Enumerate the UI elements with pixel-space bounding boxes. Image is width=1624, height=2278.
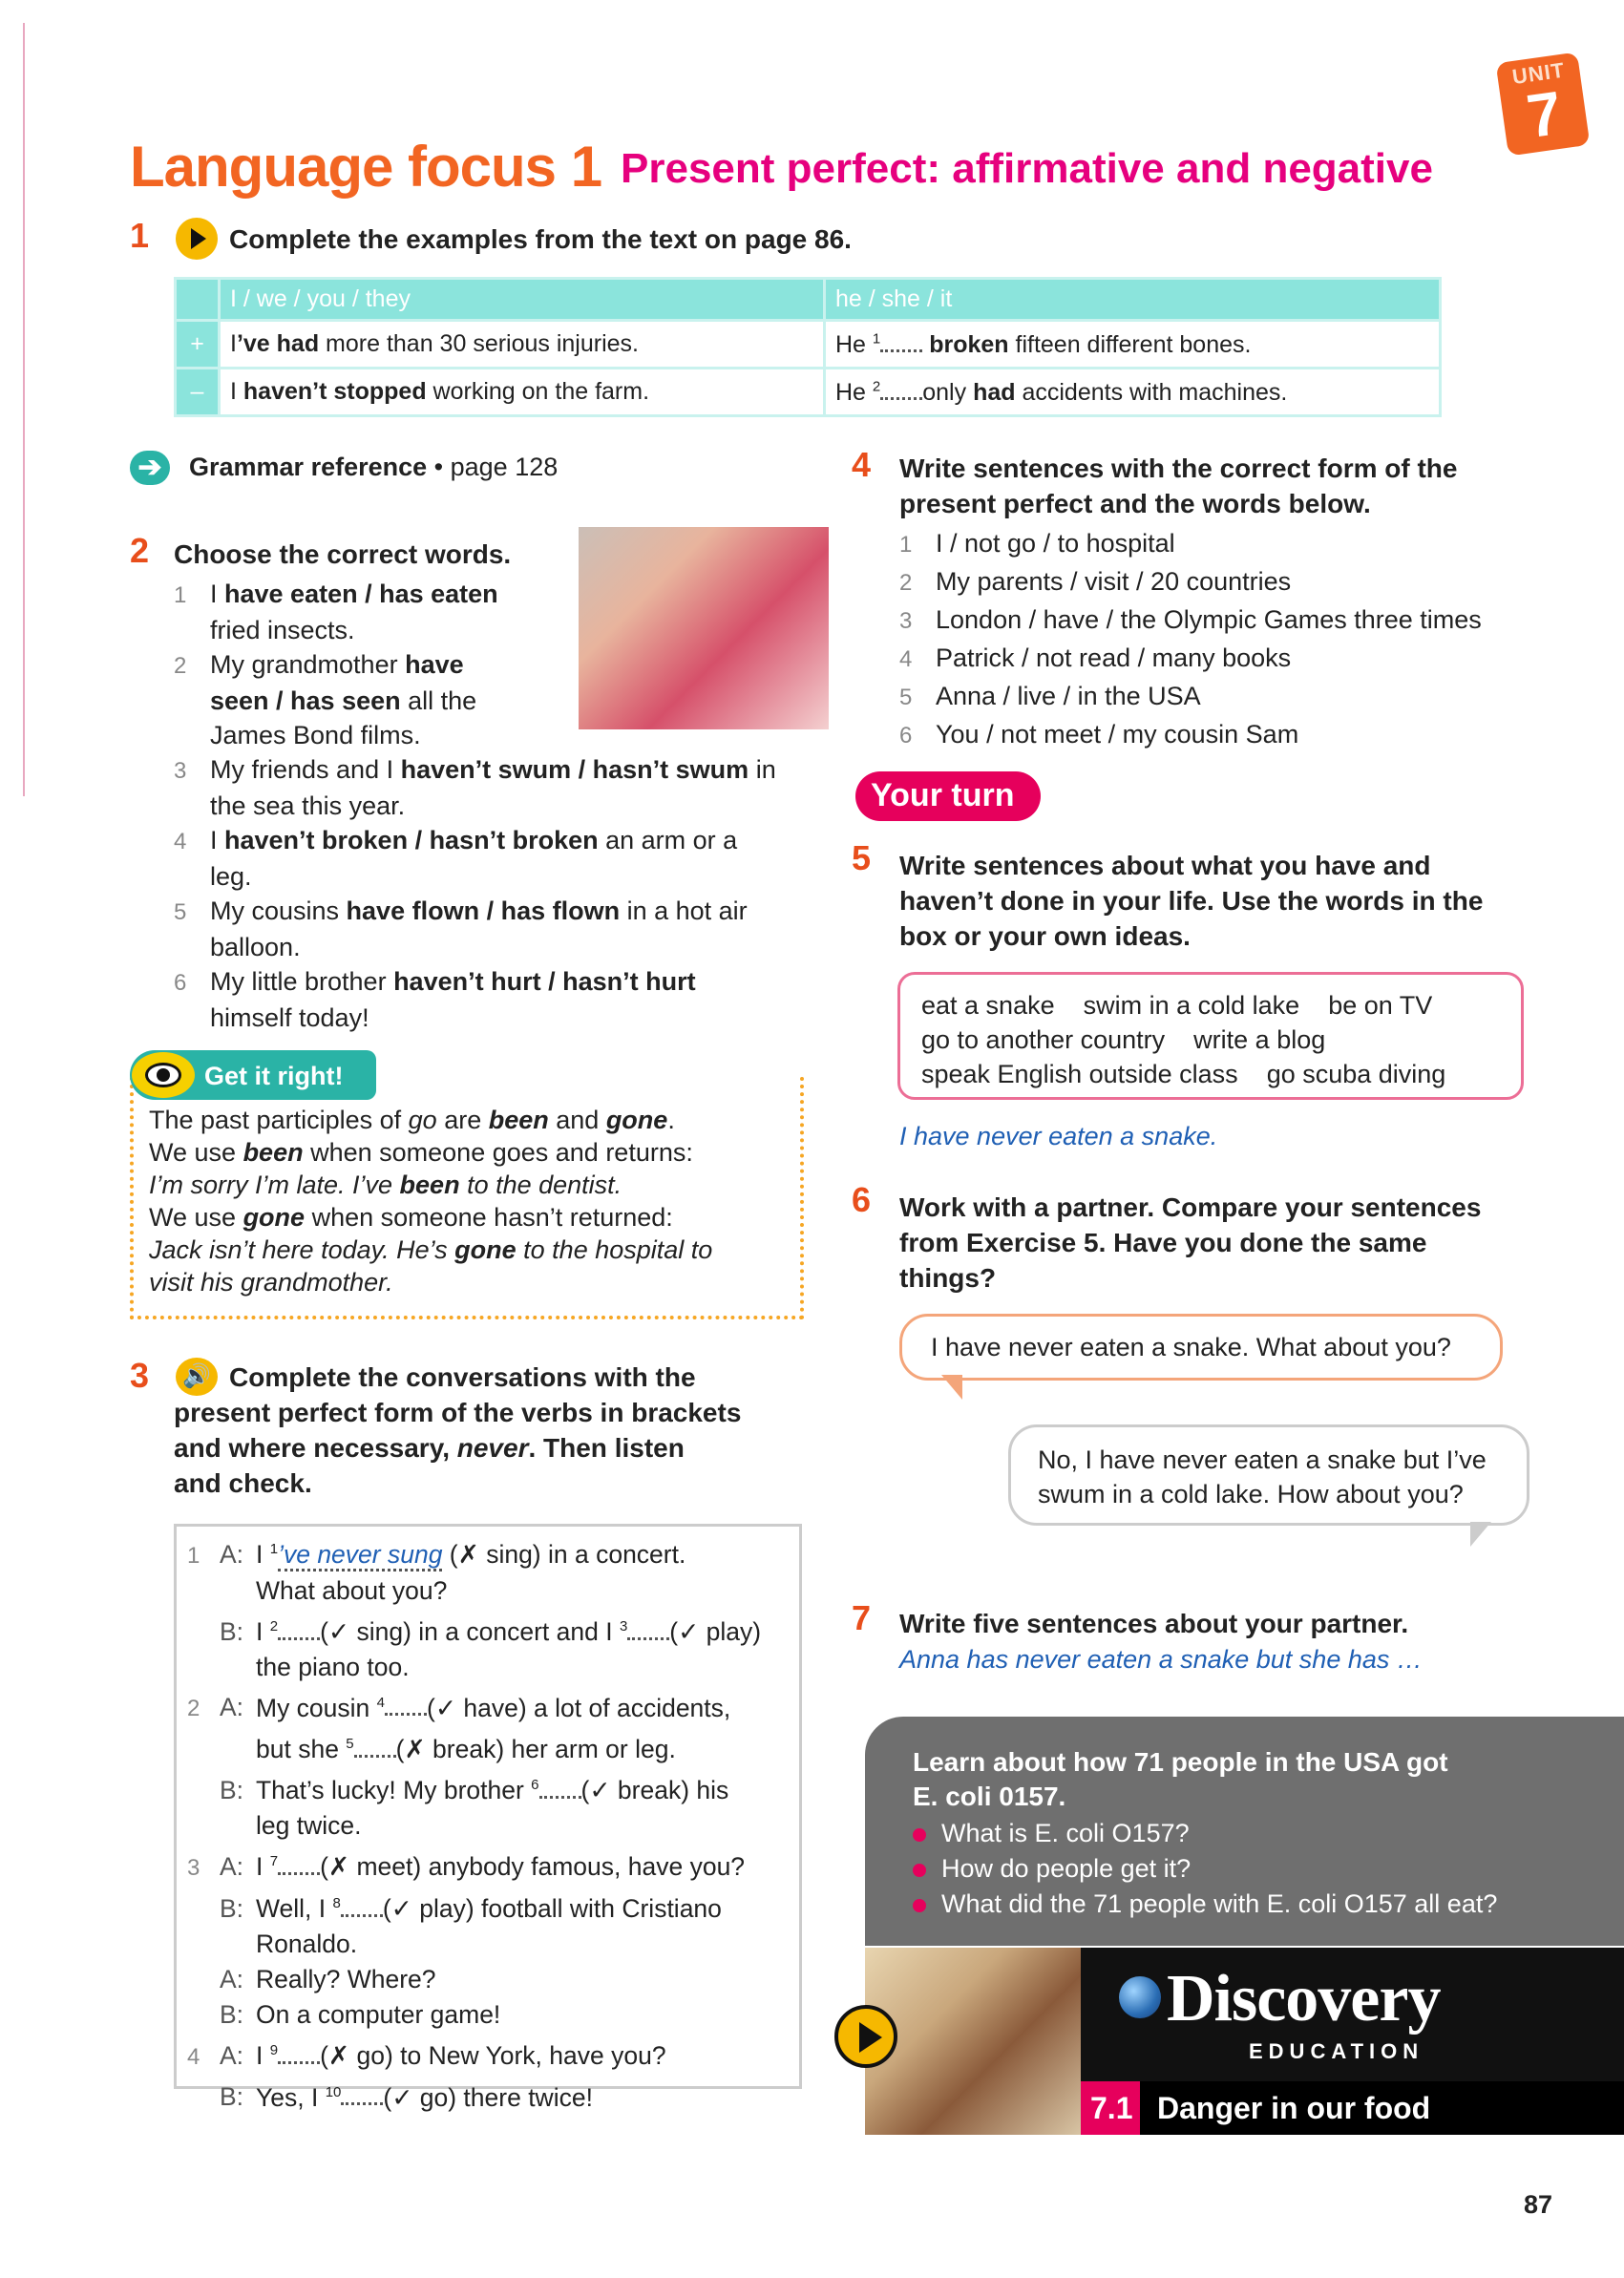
list-item: the sea this year. xyxy=(210,791,406,820)
eye-icon xyxy=(132,1052,195,1098)
ex6-instruction xyxy=(899,1190,1587,1296)
grammar-reference-link[interactable]: Grammar reference • page 128 xyxy=(189,453,559,481)
instruction-line: haven’t done in your life. Use the words in the xyxy=(899,886,1484,916)
instruction-line: and check. xyxy=(174,1468,312,1498)
conversation-line: 2 A: My cousin $^4$ (✓ have) a lot of accidents, xyxy=(187,1693,731,1722)
bubble-line: swum in a cold lake. How about you? xyxy=(1038,1480,1464,1508)
table-cell: He $^1$ broken fifteen different bones. xyxy=(825,321,1441,369)
play-icon[interactable] xyxy=(176,218,218,260)
bubble-line: No, I have never eaten a snake but I’ve xyxy=(1038,1445,1487,1474)
conversation-line: the piano too. xyxy=(256,1652,410,1681)
ex1-instruction: Complete the examples from the text on page 86. xyxy=(229,224,852,254)
bubble-tail-2 xyxy=(1470,1522,1491,1547)
instruction-line: Write sentences about what you have and xyxy=(899,851,1431,880)
ex1-number: 1 xyxy=(130,216,150,255)
answer-blank[interactable] xyxy=(539,1776,581,1799)
discovery-bullets xyxy=(913,1816,1497,1922)
instruction-line: present perfect and the words below. xyxy=(899,489,1371,518)
get-it-right-line: visit his grandmother. xyxy=(149,1268,393,1297)
page-number: 87 xyxy=(1524,2190,1553,2219)
ex7-number: 7 xyxy=(852,1598,872,1637)
conversation-line: 3 A: I $^7$ (✗ meet) anybody famous, have you? xyxy=(187,1851,746,1881)
list-item: 6 My little brother haven’t hurt / hasn’t hurt xyxy=(174,967,696,996)
conversation-line: B: That’s lucky! My brother $^6$ (✓ break) his xyxy=(220,1776,729,1805)
answer-blank[interactable] xyxy=(385,1693,427,1716)
conversation-line: B: I $^2$ (✓ sing) in a concert and I $^3$ (✓ play) xyxy=(220,1616,762,1646)
answer-blank[interactable] xyxy=(880,377,922,400)
heading-line: Learn about how 71 people in the USA got xyxy=(913,1747,1448,1777)
list-item: 2 My parents / visit / 20 countries xyxy=(899,567,1292,596)
discovery-heading xyxy=(913,1745,1448,1814)
word-box xyxy=(897,972,1524,1100)
ex3-instruction xyxy=(174,1360,823,1501)
instruction-line: box or your own ideas. xyxy=(899,921,1191,951)
margin-line xyxy=(23,23,25,796)
table-header-col2: he / she / it xyxy=(825,279,1441,321)
ex7-instruction: Write five sentences about your partner. xyxy=(899,1609,1409,1638)
table-cell: I’ve had more than 30 serious injuries. xyxy=(220,321,825,369)
answer-blank[interactable] xyxy=(880,329,922,352)
list-item: 4 I haven’t broken / hasn’t broken an arm or a xyxy=(174,826,738,854)
table-cell: He $^2$ only had accidents with machines. xyxy=(825,369,1441,416)
instruction-line: and where necessary, never. Then listen xyxy=(174,1433,685,1463)
discovery-logo: Discovery xyxy=(1167,1962,1441,2035)
get-it-right-line: We use gone when someone hasn’t returned: xyxy=(149,1203,673,1232)
list-item: James Bond films. xyxy=(210,721,421,749)
ex4-instruction xyxy=(899,451,1587,521)
ex4-number: 4 xyxy=(852,445,872,484)
answer-blank[interactable] xyxy=(278,2041,320,2064)
ex3-number: 3 xyxy=(130,1356,150,1395)
conversation-line: B: On a computer game! xyxy=(220,1999,501,2029)
list-item: balloon. xyxy=(210,933,301,961)
word-box-line: speak English outside class go scuba diving xyxy=(921,1060,1446,1088)
instruction-line: Write sentences with the correct form of the xyxy=(899,453,1458,483)
speech-bubble-1: I have never eaten a snake. What about you? xyxy=(899,1314,1503,1381)
word-box-line: go to another country write a blog xyxy=(921,1025,1326,1054)
video-number: 7.1 xyxy=(1081,2081,1140,2135)
list-item: 6 You / not meet / my cousin Sam xyxy=(899,720,1299,749)
conversation-line: 1 A: I $^1$’ve never sung (✗ sing) in a concert. xyxy=(187,1531,798,1573)
instruction-line: Complete the conversations with the xyxy=(229,1362,696,1392)
bullet-item: What did the 71 people with E. coli O157 all eat? xyxy=(913,1887,1497,1922)
list-item: seen / has seen all the xyxy=(210,686,477,715)
page-title: Language focus 1 xyxy=(130,135,602,199)
table-corner xyxy=(176,279,220,321)
bullet-item: What is E. coli O157? xyxy=(913,1816,1497,1851)
get-it-right-label: Get it right! xyxy=(130,1050,376,1100)
ex7-example: Anna has never eaten a snake but she has … xyxy=(899,1645,1423,1674)
get-it-right-line: We use been when someone goes and returns: xyxy=(149,1138,693,1167)
get-it-right-line: The past participles of go are been and gone. xyxy=(149,1106,675,1134)
audio-icon[interactable]: 🔊 xyxy=(176,1358,218,1396)
ex5-instruction xyxy=(899,848,1587,954)
instruction-line: things? xyxy=(899,1263,997,1293)
table-header-col1: I / we / you / they xyxy=(220,279,825,321)
list-item: 4 Patrick / not read / many books xyxy=(899,643,1292,672)
conversation-line: A: Really? Where? xyxy=(220,1964,436,1993)
ex2-number: 2 xyxy=(130,531,150,570)
row-sign: – xyxy=(176,369,220,416)
ex5-example: I have never eaten a snake. xyxy=(899,1122,1218,1150)
video-title-bar[interactable] xyxy=(1081,2081,1624,2135)
get-it-right-line: Jack isn’t here today. He’s gone to the hospital to xyxy=(149,1235,713,1264)
answer-blank[interactable] xyxy=(278,1852,320,1875)
list-item: fried insects. xyxy=(210,616,355,644)
conversation-line: B: Well, I $^8$ (✓ play) football with Cristiano xyxy=(220,1893,722,1923)
discovery-panel xyxy=(865,1717,1624,1946)
bullet-item: How do people get it? xyxy=(913,1851,1497,1887)
answer-blank[interactable] xyxy=(341,1894,383,1917)
table-row xyxy=(176,321,1441,369)
answer-blank[interactable] xyxy=(627,1617,669,1640)
conversation-line: but she $^5$ (✗ break) her arm or leg. xyxy=(256,1735,676,1764)
ex4-list xyxy=(899,525,1587,754)
discovery-logo-sub: EDUCATION xyxy=(1249,2039,1424,2063)
list-item: 3 London / have / the Olympic Games three times xyxy=(899,605,1482,634)
instruction-line: from Exercise 5. Have you done the same xyxy=(899,1228,1427,1257)
list-item: leg. xyxy=(210,862,252,891)
heading-line: E. coli 0157. xyxy=(913,1782,1066,1811)
list-item: himself today! xyxy=(210,1003,369,1032)
get-it-right-text xyxy=(149,1104,798,1298)
get-it-right-line: I’m sorry I’m late. I’ve been to the dentist. xyxy=(149,1171,622,1199)
bubble-tail-1 xyxy=(941,1375,962,1400)
arrow-right-icon: ➔ xyxy=(130,451,170,485)
video-title: Danger in our food xyxy=(1157,2091,1431,2125)
answer-blank[interactable] xyxy=(341,2082,383,2105)
speech-bubble-2 xyxy=(1008,1424,1529,1526)
your-turn-label: Your turn xyxy=(855,771,1041,821)
unit-number: 7 xyxy=(1522,77,1567,152)
conversation-line: leg twice. xyxy=(256,1811,362,1841)
conversation-line: 4 A: I $^9$ (✗ go) to New York, have you? xyxy=(187,2040,666,2070)
table-cell: I haven’t stopped working on the farm. xyxy=(220,369,825,416)
list-item: 1 I / not go / to hospital xyxy=(899,529,1175,558)
video-play-button[interactable] xyxy=(834,2005,897,2068)
instruction-line: present perfect form of the verbs in brackets xyxy=(174,1398,742,1427)
list-item: 3 My friends and I haven’t swum / hasn’t swum in xyxy=(174,755,776,784)
conversation-line: B: Yes, I $^{10}$ (✓ go) there twice! xyxy=(220,2082,593,2112)
list-item: 1 I have eaten / has eaten xyxy=(174,580,498,608)
answer-blank[interactable] xyxy=(278,1617,320,1640)
unit-label: UNIT xyxy=(1510,57,1567,90)
word-box-line: eat a snake swim in a cold lake be on TV xyxy=(921,991,1433,1020)
ex6-number: 6 xyxy=(852,1180,872,1219)
list-item: 5 My cousins have flown / has flown in a hot air xyxy=(174,896,748,925)
ex2-instruction: Choose the correct words. xyxy=(174,539,512,569)
video-thumbnail[interactable] xyxy=(865,1948,1083,2135)
conversation-line: Ronaldo. xyxy=(256,1929,358,1958)
table-row xyxy=(176,369,1441,416)
globe-icon xyxy=(1119,1976,1161,2018)
list-item: 5 Anna / live / in the USA xyxy=(899,682,1201,710)
conversation-lines xyxy=(187,1531,798,2115)
row-sign: + xyxy=(176,321,220,369)
page-subtitle: Present perfect: affirmative and negative xyxy=(621,145,1433,192)
answer-blank[interactable] xyxy=(354,1735,396,1758)
list-item: 2 My grandmother have xyxy=(174,650,464,679)
conversation-line: What about you? xyxy=(256,1575,448,1605)
ex2-list xyxy=(174,577,823,1035)
grammar-table xyxy=(174,277,1442,417)
instruction-line: Work with a partner. Compare your sentences xyxy=(899,1192,1482,1222)
ex5-number: 5 xyxy=(852,838,872,877)
unit-badge xyxy=(1496,52,1591,156)
